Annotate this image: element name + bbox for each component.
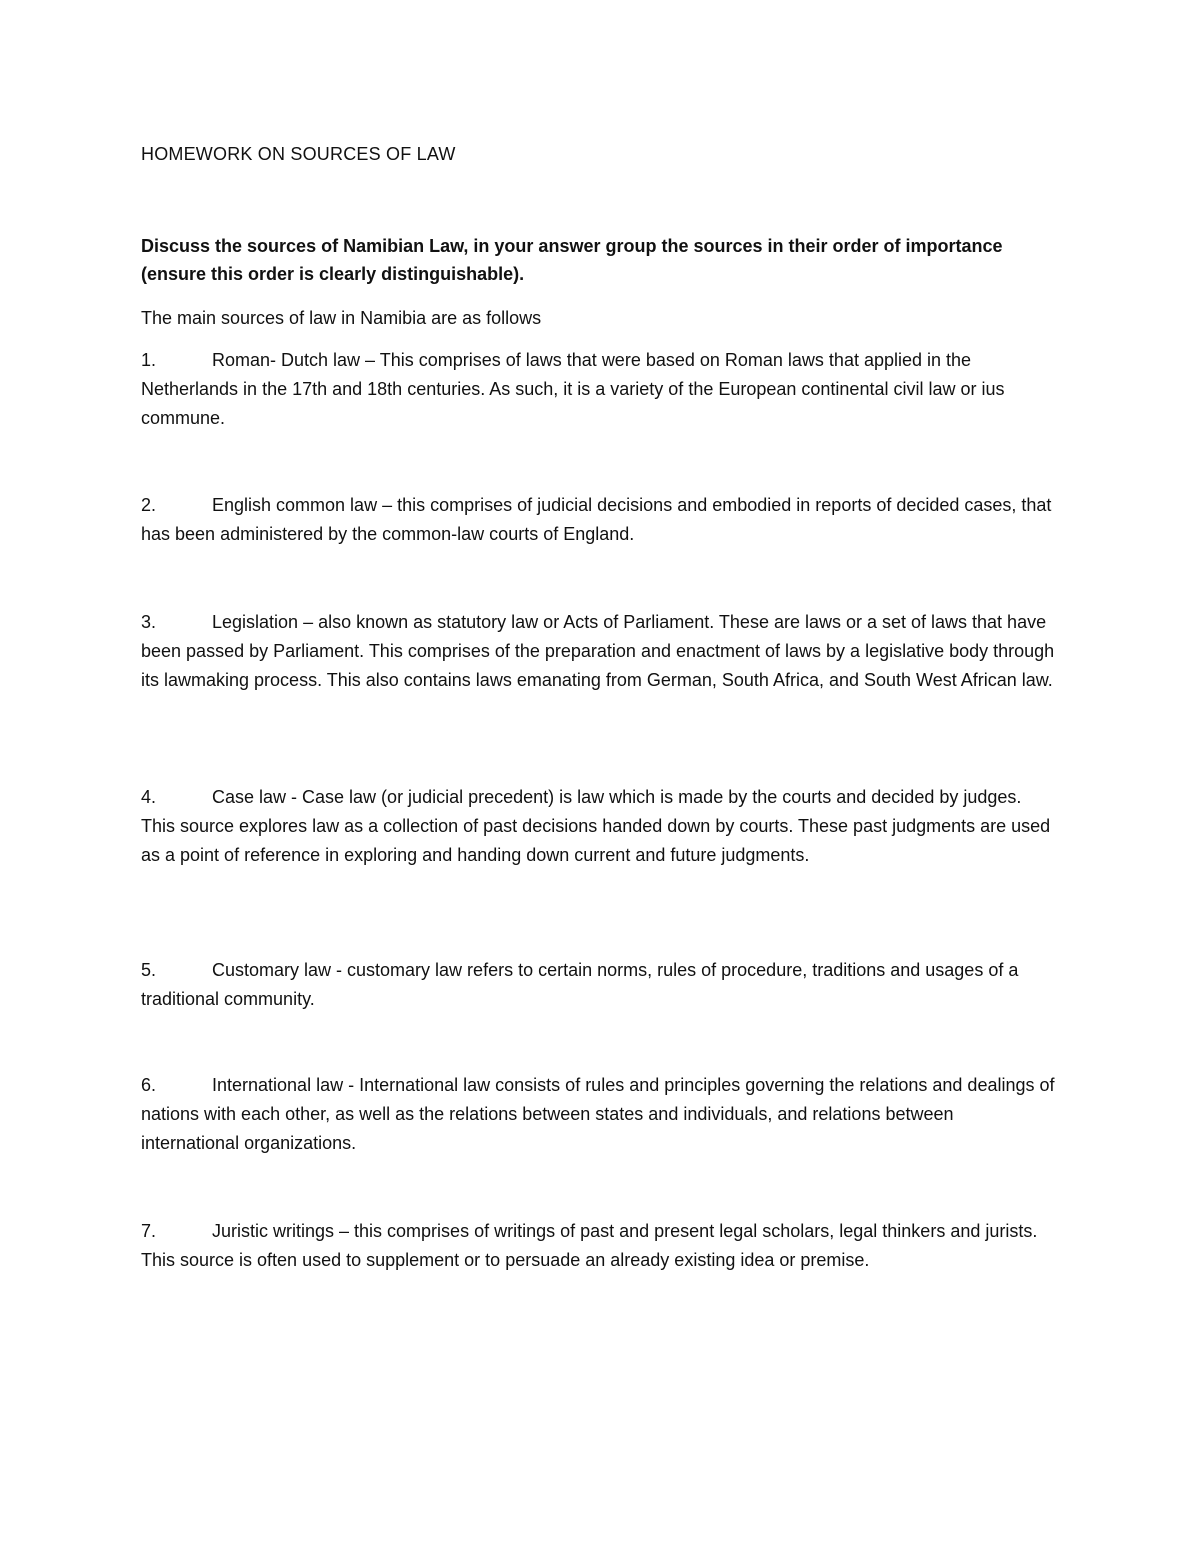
- list-item-text: English common law – this comprises of judicial decisions and embodied in reports of decided cases, that has been administered by the common-law courts of England.: [141, 495, 1052, 544]
- list-item: [141, 956, 1056, 1014]
- list-item-number: 3.: [141, 612, 157, 632]
- intro-paragraph: The main sources of law in Namibia are as follows: [141, 308, 542, 328]
- list-item-number: 1.: [141, 350, 157, 370]
- list-item-text: Customary law - customary law refers to certain norms, rules of procedure, traditions and usages of a traditional community.: [141, 960, 1019, 1009]
- document-title: HOMEWORK ON SOURCES OF LAW: [141, 144, 456, 164]
- list-item-text: Case law - Case law (or judicial precedent) is law which is made by the courts and decided by judges. This source explores law as a collection of past decisions handed down by courts. These past judgments are used as a point of reference in exploring and handing down current and future judgments.: [141, 787, 1051, 865]
- list-item: [141, 346, 1056, 432]
- list-item: [141, 608, 1056, 694]
- list-item-text: Roman- Dutch law – This comprises of laws that were based on Roman laws that applied in the Netherlands in the 17th and 18th centuries. As such, it is a variety of the European continental civil law or ius commune.: [141, 350, 1005, 428]
- list-item: [141, 491, 1056, 549]
- list-item-number: 7.: [141, 1221, 157, 1241]
- list-item-text: Legislation – also known as statutory law or Acts of Parliament. These are laws or a set of laws that have been passed by Parliament. This comprises of the preparation and enactment of laws by a legislative body through its lawmaking process. This also contains laws emanating from German, South Africa, and South West African law.: [141, 612, 1055, 690]
- list-item-text: Juristic writings – this comprises of writings of past and present legal scholars, legal thinkers and jurists. This source is often used to supplement or to persuade an already existing idea or premise.: [141, 1221, 1038, 1270]
- list-item-number: 4.: [141, 787, 157, 807]
- list-item-number: 6.: [141, 1075, 157, 1095]
- list-item: [141, 1071, 1056, 1157]
- homework-question: Discuss the sources of Namibian Law, in your answer group the sources in their order of importance (ensure this order is clearly distinguishable).: [141, 236, 1003, 284]
- list-item-number: 5.: [141, 960, 157, 980]
- list-item-number: 2.: [141, 495, 157, 515]
- list-item: [141, 1217, 1056, 1275]
- list-item: [141, 783, 1056, 869]
- list-item-text: International law - International law consists of rules and principles governing the relations and dealings of nations with each other, as well as the relations between states and individuals, and relations between international organizations.: [141, 1075, 1055, 1153]
